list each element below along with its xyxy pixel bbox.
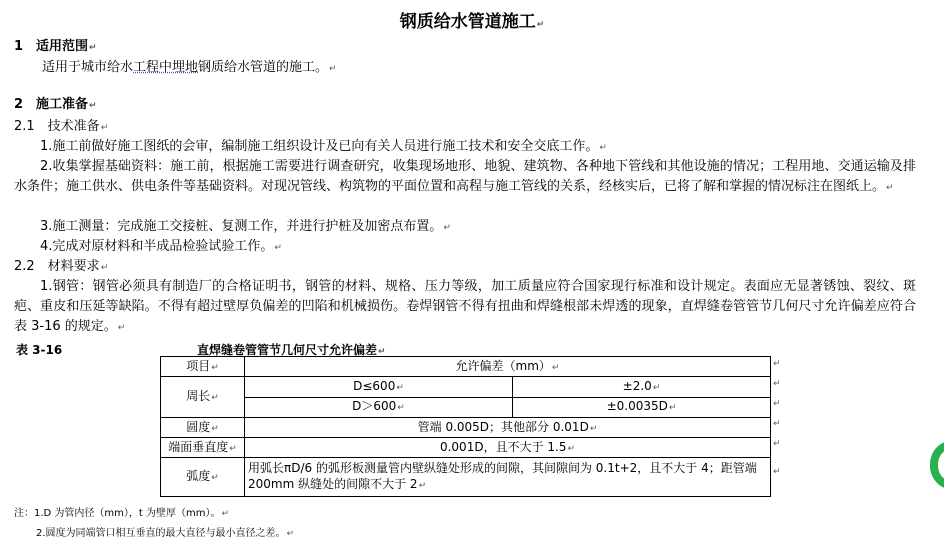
cell-roundness-val: [245, 418, 771, 438]
cell-perimeter-val-1: [513, 377, 771, 398]
cell-text: 管端 0.005D；其他部分 0.01D: [417, 419, 589, 434]
body-text: 适用于城市给水: [42, 60, 134, 75]
paragraph-mark: ↵: [652, 382, 661, 393]
paragraph-mark: ↵: [668, 403, 677, 414]
cell-text: 用弧长πD/6 的弧形板测量管内壁纵缝处形成的间隙，其间隙间为 0.1t+2，且不大于 4；距管端 200mm 纵缝处的间隙不大于 2: [248, 461, 757, 491]
cell-roundness: [161, 418, 245, 438]
cell-text: ±0.0035D: [606, 399, 668, 414]
paragraph-mark: ↵: [221, 509, 230, 519]
paragraph-mark: ↵: [100, 123, 109, 133]
subsection-2-1-label: [14, 119, 108, 136]
underlined-text: 工程中埋地: [133, 60, 199, 75]
paragraph-mark: ↵: [117, 323, 126, 333]
table-row: [161, 418, 771, 438]
cell-text: 弧度: [186, 469, 211, 483]
paragraph-mark: ↵: [443, 223, 451, 233]
table-row: [161, 438, 771, 458]
paragraph-mark: ↵: [89, 101, 97, 111]
paragraph-mark: ↵: [397, 403, 405, 414]
table-note-2: [36, 527, 294, 541]
paragraph-mark: ↵: [211, 423, 219, 434]
cell-text: D＞600: [352, 399, 397, 414]
item-text: 1.钢管：钢管必须具有制造厂的合格证明书，钢管的材料、规格、压力等级，加工质量应符合国家现行标准和设计规定。表面应无显著锈蚀、裂纹、斑疤、重皮和压延等缺陷。不得有超过壁厚负偏差的凹陷和机械损伤。卷焊钢管不得有扭曲和焊缝根部未焊透的现象，直焊缝卷管管节几何尺寸允许偏差应符合表 3-16 的规定。: [14, 279, 916, 334]
section-1-title: 适用范围: [36, 39, 89, 54]
row-end-mark: ↵: [773, 439, 781, 449]
paragraph-mark: ↵: [274, 243, 282, 253]
cell-text: 圆度: [186, 419, 211, 434]
tech-item-4: [14, 237, 916, 258]
table-row: [161, 377, 771, 398]
cell-curvature-val: [245, 458, 771, 497]
section-1-number: 1: [14, 39, 24, 54]
document-title: 钢质给水管道施工↵: [399, 12, 545, 32]
paragraph-mark: ↵: [211, 362, 219, 373]
deviation-table: [160, 356, 771, 497]
row-end-mark: ↵: [773, 419, 781, 429]
item-text: 2.收集掌握基础资料：施工前，根据施工需要进行调查研究，收集现场地形、地貌、建筑物、各种地下管线和其他设施的情况；工程用地、交通运输及排水条件；施工供水、供电条件等基础资料。对现况管线、构筑物的平面位置和高程与施工管线的关系，经核实后，已将了解和掌握的情况标注在图纸上。: [14, 159, 916, 194]
tech-item-3: [14, 217, 916, 238]
paragraph-mark: ↵: [211, 473, 219, 483]
paragraph-mark: ↵: [551, 362, 560, 373]
cell-text: D≤600: [353, 378, 396, 393]
cell-perimeter: [161, 377, 245, 418]
tech-item-1: [14, 137, 916, 158]
body-text: 钢质给水管道的施工。: [198, 60, 329, 75]
item-text: 1.施工前做好施工图纸的会审，编制施工组织设计及已向有关人员进行施工技术和安全交底工作。: [40, 139, 599, 154]
row-end-mark: ↵: [773, 467, 781, 477]
cell-curvature: [161, 458, 245, 497]
cell-perimeter-cond-2: [245, 397, 513, 418]
caption-text: 直焊缝卷管管节几何尺寸允许偏差: [197, 343, 378, 357]
cell-perimeter-val-2: [513, 397, 771, 418]
paragraph-mark: ↵: [396, 382, 404, 393]
paragraph-mark: ↵: [100, 263, 109, 273]
paragraph-mark: ↵: [886, 183, 894, 193]
note-text: 2.圆度为同端管口相互垂直的最大直径与最小直径之差。: [36, 528, 286, 539]
cell-text: 允许偏差（mm）: [455, 358, 551, 373]
table-label: 表 3-16: [16, 343, 63, 357]
cell-perpendicularity: [161, 438, 245, 458]
item-text: 3.施工测量：完成施工交接桩、复测工作，并进行护桩及加密点布置。: [40, 219, 443, 234]
row-end-mark: ↵: [773, 359, 781, 369]
paragraph-mark: ↵: [211, 393, 219, 403]
material-item-1: [14, 277, 916, 338]
paragraph-mark: ↵: [329, 64, 337, 74]
section-2-number: 2: [14, 97, 24, 112]
section-1-body: [42, 60, 337, 77]
row-end-mark: ↵: [773, 399, 781, 409]
paragraph-mark: ↵: [536, 20, 545, 30]
tech-item-2: [14, 157, 916, 198]
paragraph-mark: ↵: [229, 443, 237, 454]
table-row: [161, 458, 771, 497]
cell-text: 0.001D，且不大于 1.5: [439, 439, 567, 454]
table-note-1: [14, 507, 229, 521]
header-item: [161, 357, 245, 377]
row-end-mark: ↵: [773, 379, 781, 389]
subsection-2-2-label: [14, 259, 108, 276]
paragraph-mark: ↵: [89, 43, 97, 53]
subsection-label: 2.1 技术准备: [14, 119, 100, 134]
header-deviation: [245, 357, 771, 377]
paragraph-mark: ↵: [599, 143, 607, 153]
paragraph-mark: ↵: [418, 481, 427, 491]
subsection-label: 2.2 材料要求: [14, 259, 100, 274]
cell-perimeter-cond-1: [245, 377, 513, 398]
paragraph-mark: ↵: [589, 423, 598, 434]
cell-text: 端面垂直度: [168, 439, 229, 454]
paragraph-mark: ↵: [378, 347, 386, 357]
cell-perpendicularity-val: [245, 438, 771, 458]
item-text: 4.完成对原材料和半成品检验试验工作。: [40, 239, 274, 254]
cell-text: 项目: [186, 358, 211, 373]
paragraph-mark: ↵: [286, 529, 295, 539]
cell-text: 周长: [186, 389, 211, 403]
note-text: 注：1.D 为管内径（mm），t 为壁厚（mm）。: [14, 508, 221, 519]
section-1-heading: [14, 39, 97, 56]
section-2-heading: [14, 97, 97, 114]
section-2-title: 施工准备: [36, 97, 89, 112]
cell-text: ±2.0: [622, 378, 652, 393]
table-row: [161, 397, 771, 418]
paragraph-mark: ↵: [567, 443, 576, 454]
table-header-row: [161, 357, 771, 377]
